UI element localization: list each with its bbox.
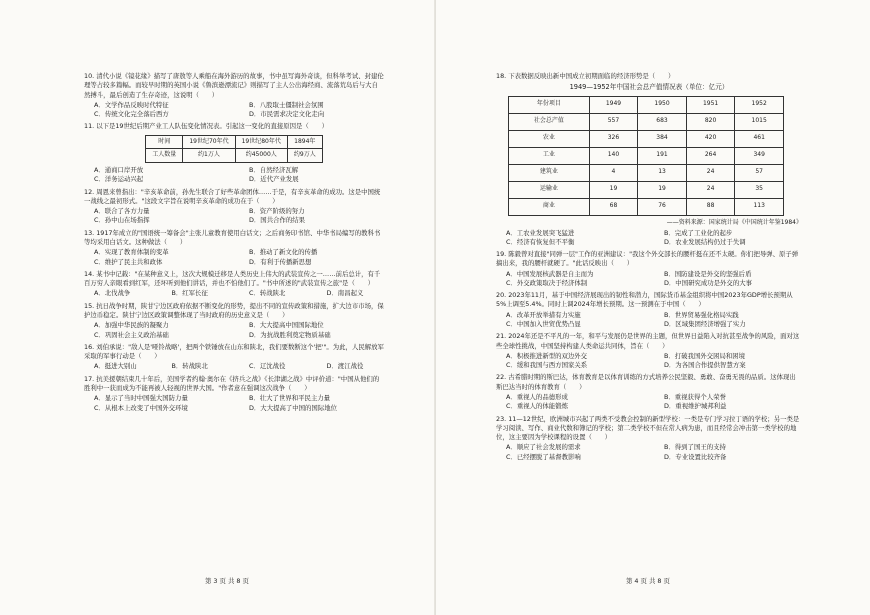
table-cell: 年份项目 xyxy=(509,96,590,113)
option-b: B．世界贸易强化格局实践 xyxy=(664,310,739,319)
gdp-output-table xyxy=(508,96,784,216)
table-cell: 运输业 xyxy=(509,181,590,198)
table-row xyxy=(509,96,784,113)
table-cell: 140 xyxy=(589,147,638,164)
question-12 xyxy=(84,188,384,226)
option-c: C．转战陕北 xyxy=(249,289,286,298)
option-c: C．巩固社会主义政治基础 xyxy=(94,330,169,339)
question-23 xyxy=(496,415,802,462)
page-3-questions xyxy=(84,72,384,415)
question-stem: 10. 清代小说《镜花缘》描写了唐敖等人乘船在海外游历的故事，书中虽写海外奇谈，但科举考试、封建伦理等占较多篇幅。而较早时期的英国小说《鲁滨逊漂流记》则描写了主人公出海经商、流落荒岛后与大自然搏斗，最后创造了生存奇迹，这说明（ ） xyxy=(84,72,384,99)
option-b: B．推动了新文化的传播 xyxy=(249,248,318,257)
table-cell: 557 xyxy=(589,113,638,130)
option-c: C．从根本上改变了中国外交环境 xyxy=(94,403,188,412)
option-d: D．专业设置比较齐备 xyxy=(664,452,727,461)
table-cell: 191 xyxy=(638,147,687,164)
question-stem: 23. 11—12世纪，欧洲城市兴起了两类不受教会控制的新型学校：一类是专门学习拉丁语的学校；另一类是学习阅读、写作、商业代数和簿记的学校；第二类学校不但在常人病为患，而且经常会冲击第一类学校的地位，这主要因为学校课程的设置（ ） xyxy=(496,414,800,442)
table-cell: 商业 xyxy=(509,198,590,215)
option-b: B．重视获得个人荣誉 xyxy=(664,393,726,402)
question-stem: 15. 抗日战争时期，陕甘宁边区政府依据不断变化的形势，提出不同的宣传政策和措施，扩大边市市场，保护边币稳定。陕甘宁边区政策调整体现了当时政府的历史意义是（ ） xyxy=(84,301,384,319)
table-cell: 约9万人 xyxy=(287,149,322,163)
table-cell: 约1万人 xyxy=(183,149,235,163)
option-d: D．农业发展结构仍过于失调 xyxy=(664,237,746,246)
option-b: B．完成了工业化的起步 xyxy=(664,228,733,237)
table-cell: 326 xyxy=(589,130,638,147)
table-cell: 19 xyxy=(589,181,638,198)
question-20 xyxy=(496,291,802,329)
option-b: B．得到了国王的支持 xyxy=(664,443,726,452)
option-d: D．区域集团经济增强了实力 xyxy=(664,320,746,329)
option-c: C．中国加入世贸优势凸显 xyxy=(506,320,581,329)
question-options xyxy=(496,443,802,462)
table-cell: 35 xyxy=(735,181,784,198)
option-b: B．自然经济瓦解 xyxy=(249,166,299,175)
question-options xyxy=(84,362,384,371)
option-c: C．已经摆脱了基督教影响 xyxy=(506,452,581,461)
question-options xyxy=(496,311,802,330)
table-cell: 68 xyxy=(589,198,638,215)
worker-count-table xyxy=(145,135,322,163)
table-cell: 1951 xyxy=(686,96,735,113)
option-b: B．八股取士僵制社会氛围 xyxy=(249,100,324,109)
option-d: D．近代产业发展 xyxy=(249,175,299,184)
option-d: D．有利于传播新思想 xyxy=(249,257,312,266)
question-options xyxy=(84,207,384,226)
question-19 xyxy=(496,250,802,288)
question-stem: 22. 古希腊时期的斯巴达，体育教育是以体育训练的方式培养公民坚毅、勇敢、奋勇无畏的品质。这体现出斯巴达当时的体育教育（ ） xyxy=(496,373,796,391)
page-4-questions xyxy=(496,72,802,464)
option-a: A．实现了教育体制的变革 xyxy=(94,248,169,257)
table-cell: 1952 xyxy=(735,96,784,113)
table-cell: 约45000人 xyxy=(235,149,287,163)
table-row xyxy=(146,149,322,163)
table-cell: 461 xyxy=(735,130,784,147)
option-d: D．为各国合作提供智慧方案 xyxy=(664,361,746,370)
question-22 xyxy=(496,373,802,411)
option-b: B．大大提高中国国际地位 xyxy=(249,321,324,330)
question-options xyxy=(496,229,802,248)
question-17 xyxy=(84,375,384,413)
question-18 xyxy=(496,72,802,247)
option-a: A．联合了各方力量 xyxy=(94,207,150,216)
question-options xyxy=(496,393,802,412)
table-cell: 4 xyxy=(589,164,638,181)
table-cell: 384 xyxy=(638,130,687,147)
option-c: C．缓和我国与西方国家关系 xyxy=(506,361,588,370)
table-cell: 264 xyxy=(686,147,735,164)
option-c: C．重视人的体能锻炼 xyxy=(506,402,568,411)
table-row xyxy=(509,181,784,198)
option-a: A．中国发展核武器是自主而为 xyxy=(506,269,594,278)
table-row xyxy=(146,135,322,149)
option-a: A．通商口岸开放 xyxy=(94,166,144,175)
table-cell: 19 xyxy=(638,181,687,198)
question-stem: 16. 刘伯承说："敌人是'哑铃战略'，把两个铁锤放在山东和陕北，我们要数断这个'把'"。为此，人民解放军采取的军事行动是（ ） xyxy=(84,342,384,361)
option-b: B．资产阶级的努力 xyxy=(249,207,305,216)
question-stem: 12. 周恩来曾指出："辛亥革命前，孙先生联合了好些革命团体……于是，有辛亥革命的成功。这是中国统一战线之最初形式。"这段文字旨在说明辛亥革命的成功在于（ ） xyxy=(84,187,381,205)
question-11 xyxy=(84,122,384,184)
question-stem: 21. 2024年还是不平凡的一年，和平与发展仍是世界的主题，但世界日益陷入对抗甚至战争的风险，面对这些全球性挑战，中国坚持构建人类命运共同体，旨在（ ） xyxy=(496,332,800,350)
option-d: D．为抗战胜利奠定物质基础 xyxy=(249,330,331,339)
table-cell: 420 xyxy=(686,130,735,147)
question-options xyxy=(84,394,384,413)
table-row xyxy=(509,198,784,215)
table-cell: 683 xyxy=(638,113,687,130)
table-cell: 13 xyxy=(638,164,687,181)
table-cell: 时间 xyxy=(146,135,183,149)
option-a: A．北伐战争 xyxy=(94,289,131,298)
table-cell: 1950 xyxy=(638,96,687,113)
table-row xyxy=(509,113,784,130)
question-stem: 17. 抗美援朝结束几十年后，美国学者约翰·奥尔在《挤兵之战》《长津湖之战》中评价道："中国从他们的胜利中一获而成为不能再被人轻视的世界大国。"作者意在强调这次战争（ ） xyxy=(84,374,380,392)
question-10 xyxy=(84,72,384,119)
question-stem: 14. 某书中记载："在某种意义上，这次大规模迁移是人类历史上伟大的武装宣传之一……前后总计，有千百万穷人亲眼看到红军，还坏听到他们讲话，并也不怕他们了。"书中所述的"武装宣传之旅"是（ ） xyxy=(84,269,381,288)
option-a: A．显示了当时中国强大国防力量 xyxy=(94,394,188,403)
option-d: D．大大提高了中国的国际地位 xyxy=(249,403,337,412)
question-options xyxy=(84,321,384,340)
table-cell: 1015 xyxy=(735,113,784,130)
table-row xyxy=(509,164,784,181)
question-stem: 11. 以下是19世纪后期产业工人队伍变化情况表。引起这一变化的直接原因是（ ） xyxy=(84,122,328,131)
question-options xyxy=(84,101,384,120)
option-a: A．挺进大别山 xyxy=(94,362,137,371)
table-cell: 76 xyxy=(638,198,687,215)
option-a: A．重视人的品德形成 xyxy=(506,393,568,402)
option-d: D．南昌起义 xyxy=(326,289,364,298)
table-cell: 1949 xyxy=(589,96,638,113)
table-row xyxy=(509,147,784,164)
question-14 xyxy=(84,270,384,299)
question-options xyxy=(84,289,384,298)
option-d: D．中国研究成功是外交的大事 xyxy=(664,278,752,287)
option-c: C．维护了民主共和政体 xyxy=(94,257,163,266)
question-16 xyxy=(84,343,384,372)
table-cell: 820 xyxy=(686,113,735,130)
option-b: B．红军长征 xyxy=(171,289,208,298)
table-cell: 113 xyxy=(735,198,784,215)
option-c: C．孙中山在场指挥 xyxy=(94,216,150,225)
table-cell: 工人数量 xyxy=(146,149,183,163)
question-options xyxy=(84,248,384,267)
option-a: A．改革开放举措有力实施 xyxy=(506,310,581,319)
question-stem: 20. 2023年11月，基于中国经济展现出的韧性和潜力，国际货币基金组织将中国2023年GDP增长预期从5%上调至5.4%。同时上调2024年增长预期。这一预测在于中国（ ） xyxy=(496,291,793,309)
table-cell: 农业 xyxy=(509,130,590,147)
question-15 xyxy=(84,302,384,340)
option-a: A．顺应了社会发展的需求 xyxy=(506,443,581,452)
page-4-footer: 第 4 页 共 8 页 xyxy=(626,577,670,585)
table-caption: 1949—1952年中国社会总产值情况表（单位：亿元） xyxy=(569,83,729,92)
table-cell: 19世纪70年代 xyxy=(183,135,235,149)
table-cell: 57 xyxy=(735,164,784,181)
option-c: C．辽沈战役 xyxy=(249,362,286,371)
table-cell: 24 xyxy=(686,164,735,181)
option-c: C．经济有恢复但不平衡 xyxy=(506,237,575,246)
question-options xyxy=(496,352,802,371)
option-a: A．加强中华民族的凝聚力 xyxy=(94,321,169,330)
option-d: D．渡江战役 xyxy=(326,362,364,371)
question-options xyxy=(496,270,802,289)
question-21 xyxy=(496,332,802,370)
option-b: B．国防建设是外交的坚强后盾 xyxy=(664,269,752,278)
page-3-footer: 第 3 页 共 8 页 xyxy=(205,577,249,585)
question-stem: 18. 下表数据反映出新中国成立初期面临的经济形势是（ ） xyxy=(496,72,675,80)
table-source: ——资料来源：国家统计局《中国统计年鉴1984》 xyxy=(666,218,802,226)
question-stem: 19. 陈毅曾对直接"同弹一层"工作的亚洲建议："我这个外交部长的腰杆挺在还不太硬。你们把导弹、原子弹搞出来，我的腰杆就硬了。"此话反映出（ ） xyxy=(496,250,799,268)
table-cell: 24 xyxy=(686,181,735,198)
option-a: A．文学作品反映时代特征 xyxy=(94,100,169,109)
option-d: D．国共合作的结果 xyxy=(249,216,306,225)
option-b: B．打破我国外交困局和困境 xyxy=(664,351,746,360)
option-b: B．壮大了世界和平民主力量 xyxy=(249,394,331,403)
option-b: B．转战陕北 xyxy=(171,362,208,371)
table-cell: 社会总产值 xyxy=(509,113,590,130)
question-stem: 13. 1917年成立的"国语统一筹备会"主张儿童教育使用白话文；之后商务印书馆、中华书局编写的教科书等均采用白话文。这种做法（ ） xyxy=(84,228,381,247)
option-a: A．工农业发展突飞猛进 xyxy=(506,228,575,237)
table-cell: 19世纪80年代 xyxy=(235,135,287,149)
table-row xyxy=(509,130,784,147)
table-cell: 88 xyxy=(686,198,735,215)
table-cell: 建筑业 xyxy=(509,164,590,181)
option-a: A．积极推进新型的双边外交 xyxy=(506,351,588,360)
option-d: D．重视维护城邦利益 xyxy=(664,402,727,411)
option-c: C．外交政策取决于经济体制 xyxy=(506,278,588,287)
option-d: D．市民需求决定文化走向 xyxy=(249,110,325,119)
question-options xyxy=(84,166,384,185)
table-cell: 349 xyxy=(735,147,784,164)
option-c: C．洋务运动兴起 xyxy=(94,175,144,184)
table-cell: 1894年 xyxy=(287,135,322,149)
table-cell: 工业 xyxy=(509,147,590,164)
question-13 xyxy=(84,229,384,267)
option-c: C．传统文化完全落后西方 xyxy=(94,110,169,119)
